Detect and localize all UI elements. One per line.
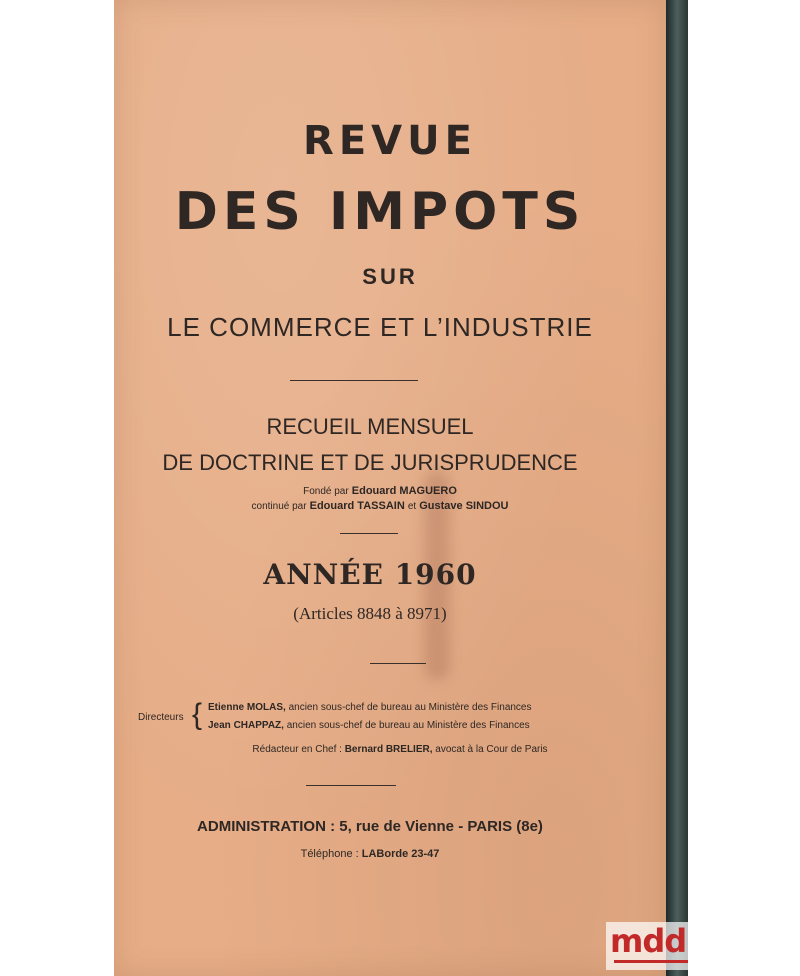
divider-rule bbox=[340, 533, 398, 534]
continuer-name-2: Gustave SINDOU bbox=[419, 500, 509, 512]
watermark-logo-text: mdd bbox=[610, 922, 687, 960]
watermark-underline bbox=[614, 960, 688, 963]
administration-address: ADMINISTRATION : 5, rue de Vienne - PARIS (8e) bbox=[197, 818, 543, 835]
title-sur: SUR bbox=[362, 264, 418, 289]
subtitle-doctrine: DE DOCTRINE ET DE JURISPRUDENCE bbox=[162, 450, 578, 475]
chief-editor-line bbox=[124, 744, 676, 755]
document-cover bbox=[114, 0, 666, 976]
divider-rule bbox=[370, 663, 426, 664]
year-heading: ANNÉE 1960 bbox=[263, 558, 477, 591]
phone-number: LABorde 23-47 bbox=[361, 848, 440, 860]
continued-by bbox=[104, 500, 656, 512]
watermark-logo bbox=[606, 922, 696, 970]
articles-range: (Articles 8848 à 8971) bbox=[293, 604, 447, 623]
founded-by bbox=[104, 485, 656, 497]
directors-label: Directeurs bbox=[138, 712, 184, 723]
director-role: ancien sous-chef de bureau au Ministère des Finances bbox=[286, 720, 530, 731]
divider-rule bbox=[290, 380, 418, 381]
founded-prefix: Fondé par bbox=[303, 486, 349, 497]
title-revue: REVUE bbox=[303, 118, 477, 164]
title-des-impots: DES IMPOTS bbox=[174, 182, 586, 242]
subtitle-recueil: RECUEIL MENSUEL bbox=[266, 414, 474, 439]
continued-prefix: continué par bbox=[251, 501, 307, 512]
chief-editor-role: avocat à la Cour de Paris bbox=[435, 744, 548, 755]
chief-editor-label: Rédacteur en Chef : bbox=[252, 744, 342, 755]
brace-symbol: { bbox=[192, 698, 203, 731]
continued-and: et bbox=[407, 501, 417, 512]
director-line bbox=[208, 720, 530, 731]
title-commerce-industrie: LE COMMERCE ET L’INDUSTRIE bbox=[167, 312, 593, 342]
phone-line bbox=[94, 848, 646, 860]
founder-name: Edouard MAGUERO bbox=[351, 485, 457, 497]
chief-editor-name: Bernard BRELIER, bbox=[344, 744, 433, 755]
phone-label: Téléphone : bbox=[300, 848, 359, 860]
director-line bbox=[208, 702, 532, 713]
director-name: Etienne MOLAS, bbox=[208, 702, 286, 713]
divider-rule bbox=[306, 785, 396, 786]
director-name: Jean CHAPPAZ, bbox=[208, 720, 284, 731]
director-role: ancien sous-chef de bureau au Ministère des Finances bbox=[288, 702, 532, 713]
continuer-name-1: Edouard TASSAIN bbox=[309, 500, 405, 512]
